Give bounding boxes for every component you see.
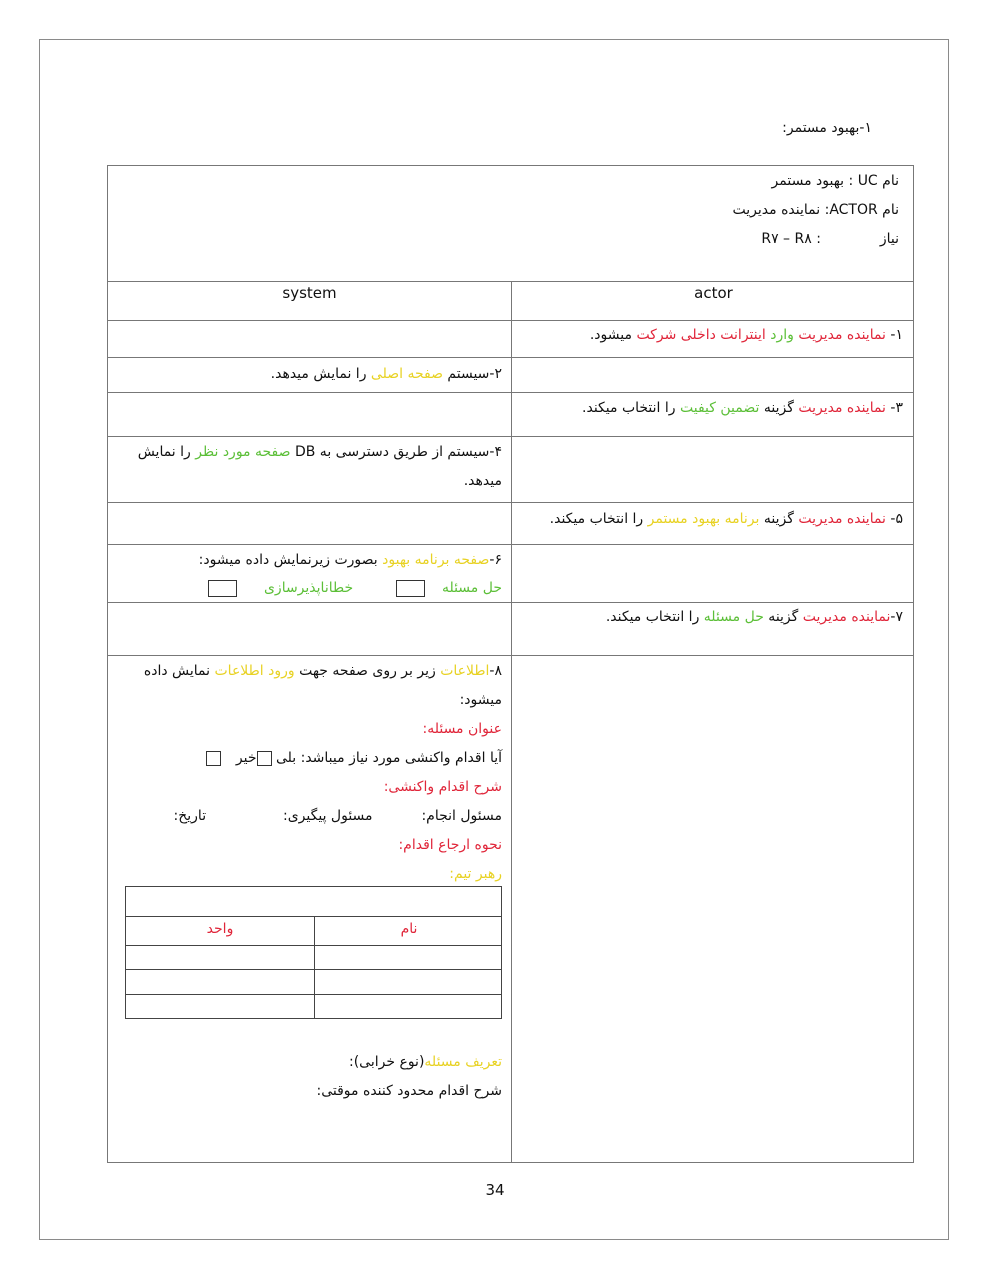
verb-ref: وارد (765, 327, 799, 343)
step-text: را نمایش (137, 444, 196, 460)
highlight: صفحه اصلی (370, 366, 443, 382)
need-label: نیاز (879, 231, 899, 247)
option-error-proofing-label: خطاناپذیرسازی (263, 580, 354, 596)
reaction-question (206, 744, 502, 772)
system-column-title: system (282, 284, 337, 302)
problem-definition (349, 1048, 502, 1076)
highlight: اطلاعات (440, 663, 490, 679)
step-text: را انتخاب میکند. (549, 511, 648, 527)
step-text: را انتخاب میکند. (582, 400, 680, 416)
column-divider (511, 281, 512, 1163)
problem-title-label: عنوان مسئله: (422, 721, 502, 737)
referral-label: نحوه ارجاع اقدام: (398, 837, 502, 853)
option-problem-solving-label: حل مسئله (441, 580, 502, 596)
actor-name-line: نام ACTOR: نماینده مدیریت (732, 202, 899, 218)
option-error-proofing-checkbox[interactable] (208, 580, 237, 597)
page-number: 34 (485, 1181, 505, 1199)
actor-ref: نماینده مدیریت (798, 511, 886, 527)
place-ref: اینترانت داخلی شرکت (636, 327, 766, 343)
highlight: صفحه برنامه بهبود (382, 552, 490, 568)
responsibility-line (174, 802, 502, 830)
step-number: ۱- (885, 327, 903, 343)
step-6-options (208, 574, 502, 602)
actor-column-title: actor (694, 284, 733, 302)
responsible-do-label: مسئول انجام: (421, 808, 502, 824)
step-text: نمایش داده (143, 663, 215, 679)
step-7 (606, 603, 903, 631)
no-label: خیر (235, 750, 257, 766)
highlight: صفحه مورد نظر (195, 444, 291, 460)
step-text: بصورت زیرنمایش داده میشود: (198, 552, 383, 568)
highlight: برنامه بهبود مستمر (647, 511, 760, 527)
step-text: ۴-سیستم از طریق دسترسی به DB (290, 444, 502, 460)
question-text: آیا اقدام واکنشی مورد نیاز میباشد: بلی (271, 750, 502, 766)
step-number: ۶- (489, 552, 502, 568)
step-number: ۷- (890, 609, 903, 625)
step-text: زیر بر روی صفحه جهت (294, 663, 441, 679)
highlight: تضمین کیفیت (680, 400, 760, 416)
step-8-line-2: میشود: (459, 692, 502, 708)
step-5 (550, 505, 903, 533)
team-table-name-header: نام (400, 921, 418, 937)
need-line (761, 231, 899, 247)
no-checkbox[interactable] (206, 751, 221, 766)
step-4-line-2: میدهد. (463, 473, 502, 489)
yes-checkbox[interactable] (257, 751, 272, 766)
step-text: میشود. (589, 327, 637, 343)
team-leader-label: رهبر تیم: (449, 866, 502, 882)
actor-ref: نماینده مدیریت (798, 400, 886, 416)
step-number: ۳- (885, 400, 903, 416)
use-case-table (107, 165, 914, 1163)
option-problem-solving-checkbox[interactable] (396, 580, 425, 597)
step-text: (نوع خرابی): (349, 1054, 425, 1070)
step-3 (582, 394, 903, 422)
team-table (125, 886, 502, 1019)
need-value: : R۷ – R۸ (761, 231, 821, 247)
step-text: گزینه (759, 511, 799, 527)
step-8 (144, 657, 502, 685)
step-6 (199, 546, 502, 574)
step-4 (138, 438, 502, 466)
step-1 (590, 321, 903, 349)
reaction-desc-label: شرح اقدام واکنشی: (383, 779, 502, 795)
highlight: ورود اطلاعات (214, 663, 295, 679)
responsible-follow-label: مسئول پیگیری: (283, 808, 373, 824)
step-text: را نمایش میدهد. (270, 366, 371, 382)
step-text: را انتخاب میکند. (605, 609, 704, 625)
section-heading: ۱-بهبود مستمر: (782, 120, 872, 136)
highlight: تعریف مسئله (424, 1054, 502, 1070)
highlight: حل مسئله (703, 609, 764, 625)
step-number: ۸- (489, 663, 502, 679)
step-text: ۲-سیستم (442, 366, 502, 382)
step-text: گزینه (763, 609, 803, 625)
step-text: گزینه (759, 400, 799, 416)
actor-ref: نماینده مدیریت (802, 609, 891, 625)
step-2 (271, 360, 502, 388)
actor-ref: نماینده مدیریت (798, 327, 886, 343)
containment-label: شرح اقدام محدود کننده موقتی: (316, 1083, 502, 1099)
uc-name-line: نام UC : بهبود مستمر (771, 173, 899, 189)
date-label: تاریخ: (173, 808, 207, 824)
team-table-unit-header: واحد (206, 921, 234, 937)
step-number: ۵- (885, 511, 903, 527)
